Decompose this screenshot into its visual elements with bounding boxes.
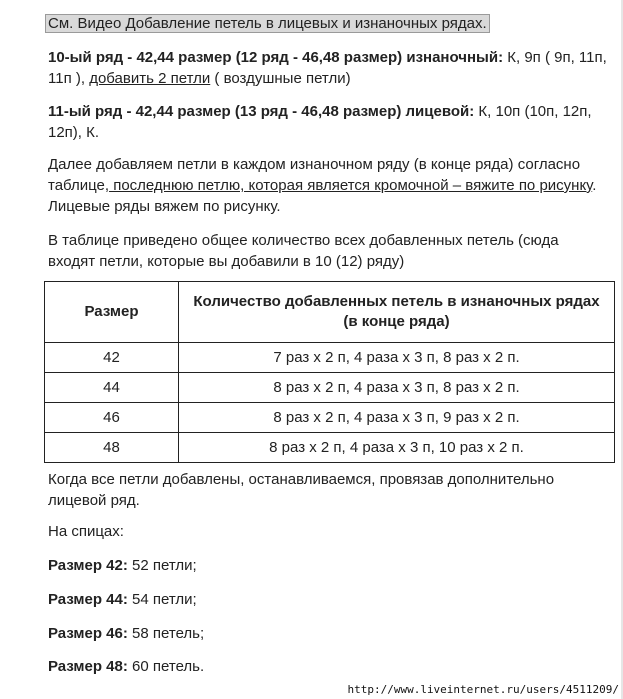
cell-increases: 7 раз х 2 п, 4 раза х 3 п, 8 раз х 2 п. (179, 343, 615, 373)
header-count: Количество добавленных петель в изнаночных рядах (в конце ряда) (179, 282, 615, 343)
on-needles-label: На спицах: (48, 523, 124, 540)
count-size-42 (48, 555, 608, 576)
row-10-instruction (48, 47, 608, 89)
count-value: 54 петли; (127, 591, 197, 608)
cell-increases: 8 раз х 2 п, 4 раза х 3 п, 8 раз х 2 п. (179, 373, 615, 403)
row-10-heading: 10-ый ряд - 42,44 размер (12 ряд - 46,48 размер) изнаночный: (48, 49, 504, 66)
video-note-highlight: См. Видео Добавление петель в лицевых и изнаночных рядах. (45, 14, 490, 33)
add-2-loops-link[interactable]: добавить 2 петли (89, 70, 211, 87)
table-row (45, 343, 615, 373)
increase-text: Далее добавляем петли в каждом изнаночном ряду (в конце ряда) согласно таблице, (48, 156, 581, 194)
count-size-46 (48, 623, 608, 644)
table-row (45, 373, 615, 403)
row-11-text: К, 10п (10п, 12п, 12п), К. (48, 103, 592, 141)
table-header-row (45, 282, 615, 343)
after-increase-paragraph: Когда все петли добавлены, останавливаемся, провязав дополнительно лицевой ряд. (48, 471, 555, 509)
edge-stitch-note: последнюю петлю, которая является кромочной – вяжите по рисунку (109, 177, 593, 194)
row-10-text-end: ( воздушные петли) (210, 70, 351, 87)
cell-size: 46 (45, 403, 179, 433)
increase-text-end: . Лицевые ряды вяжем по рисунку. (48, 177, 597, 215)
count-size-48 (48, 656, 608, 677)
header-size: Размер (45, 282, 179, 343)
table-row (45, 433, 615, 463)
table-row (45, 403, 615, 433)
increase-paragraph (48, 154, 608, 217)
watermark-url: http://www.liveinternet.ru/users/4511209/ (347, 683, 619, 696)
table-intro: В таблице приведено общее количество всех добавленных петель (сюда входят петли, которые вы добавили в 10 (12) ряду) (48, 232, 559, 270)
row-11-instruction (48, 101, 608, 143)
count-value: 52 петли; (127, 557, 197, 574)
cell-increases: 8 раз х 2 п, 4 раза х 3 п, 10 раз х 2 п. (179, 433, 615, 463)
cell-size: 44 (45, 373, 179, 403)
video-note (48, 13, 608, 34)
row-10-text: К, 9п ( 9п, 11п, 11п ), (48, 49, 607, 87)
cell-size: 48 (45, 433, 179, 463)
cell-size: 42 (45, 343, 179, 373)
increase-table (44, 281, 615, 463)
cell-increases: 8 раз х 2 п, 4 раза х 3 п, 9 раз х 2 п. (179, 403, 615, 433)
count-size-label: Размер 44: (48, 591, 128, 608)
count-size-label: Размер 48: (48, 658, 128, 675)
count-size-label: Размер 46: (48, 625, 128, 642)
count-value: 58 петель; (127, 625, 205, 642)
count-size-label: Размер 42: (48, 557, 128, 574)
row-11-heading: 11-ый ряд - 42,44 размер (13 ряд - 46,48 размер) лицевой: (48, 103, 475, 120)
count-value: 60 петель. (127, 658, 205, 675)
count-size-44 (48, 589, 608, 610)
